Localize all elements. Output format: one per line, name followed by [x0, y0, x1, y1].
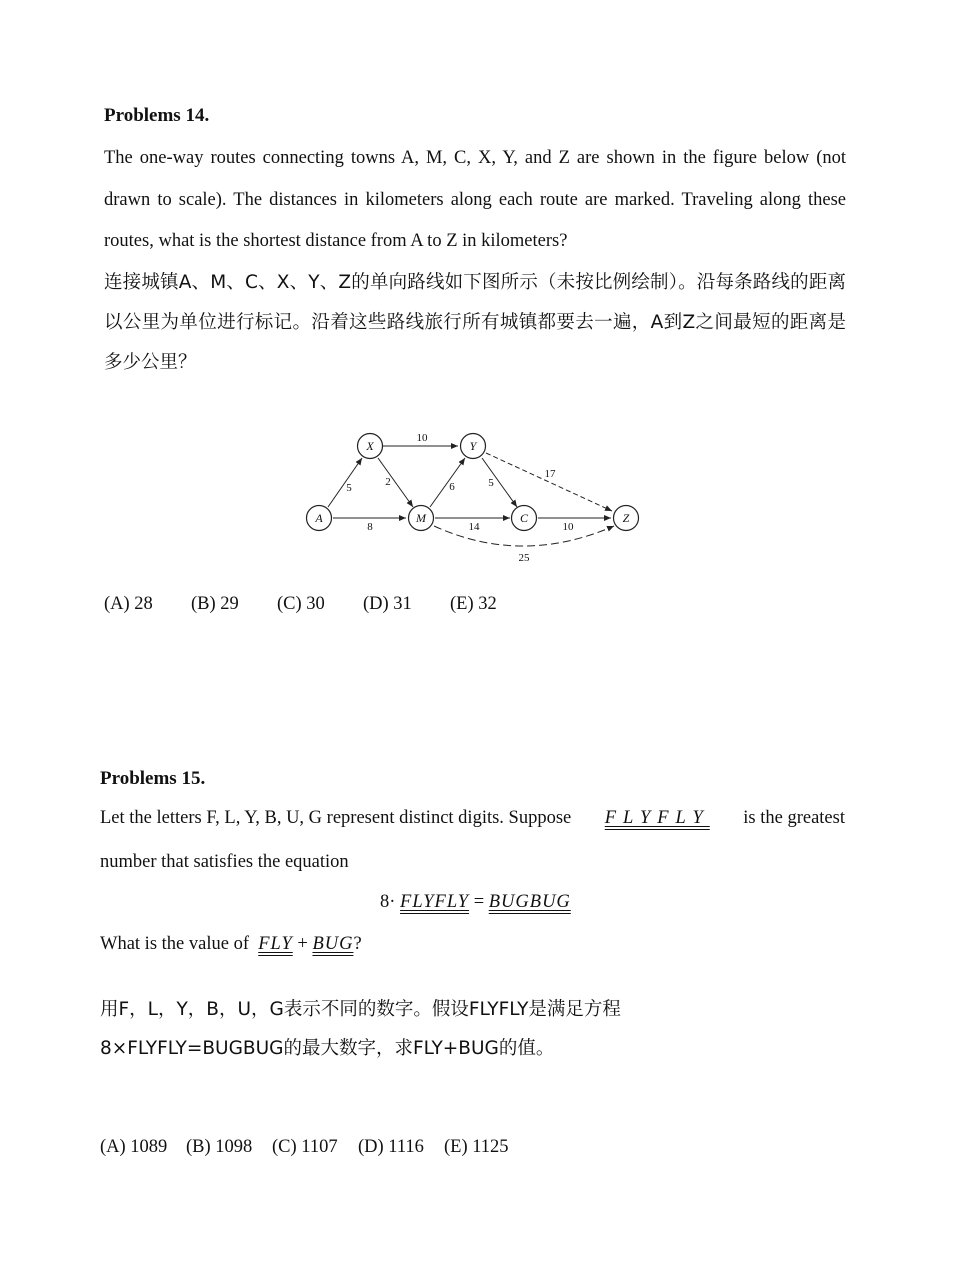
node-label-m: M: [416, 511, 426, 525]
question-mark: ?: [353, 934, 362, 954]
edge-label-c-z: 10: [562, 521, 574, 533]
edge-x-m: [378, 458, 413, 507]
problem-15-question: [100, 934, 362, 955]
edge-label-m-y: 6: [449, 481, 455, 493]
edge-label-a-x: 5: [346, 482, 352, 494]
problem-15-text-cn-2: 8×FLYFLY=BUGBUG的最大数字，求FLY+BUG的值。: [100, 1038, 555, 1059]
edge-label-x-m: 2: [385, 476, 391, 488]
node-label-y: Y: [469, 439, 477, 453]
edge-label-m-c: 14: [468, 521, 480, 533]
choice-c[interactable]: (C) 1107: [272, 1137, 338, 1157]
choice-e[interactable]: (E) 1125: [444, 1137, 509, 1157]
problem-14-text-cn: 连接城镇A、M、C、X、Y、Z的单向路线如下图所示（未按比例绘制）。沿每条路线的距离以公里为单位进行标记。沿着这些路线旅行所有城镇都要去一遍，A到Z之间最短的距离是多少公里？: [104, 272, 846, 373]
choice-b[interactable]: (B) 29: [191, 594, 239, 614]
edge-label-a-m: 8: [367, 521, 373, 533]
problem-14-text-en: The one-way routes connecting towns A, M, C, X, Y, and Z are shown in the figure below (not drawn to scale). The distances in kilometers along each route are marked. Traveling along these routes, what is the shortest distance from A to Z in kilometers?: [104, 148, 846, 251]
question-plus: +: [297, 934, 308, 954]
question-term-fly: FLY: [258, 934, 293, 954]
problem-15-text-cn-1: 用F，L，Y，B，U，G表示不同的数字。假设FLYFLY是满足方程: [100, 999, 621, 1020]
problem-15-choices: [100, 1137, 509, 1158]
problem-15-heading: Problems 15.: [100, 768, 206, 789]
edge-label-m-z: 25: [518, 552, 530, 564]
number-flyfly: FLYFLY: [604, 808, 710, 828]
choice-c[interactable]: (C) 30: [277, 594, 325, 614]
node-label-c: C: [519, 511, 529, 525]
problem-15-line1-pre: Let the letters F, L, Y, B, U, G represent distinct digits. Suppose: [100, 808, 572, 828]
route-graph: [0, 0, 975, 600]
equation-coefficient: 8·: [380, 892, 396, 912]
edge-a-x: [328, 458, 362, 507]
problem-14-choices: [104, 594, 497, 615]
node-label-a: A: [315, 511, 323, 525]
choice-b[interactable]: (B) 1098: [186, 1137, 253, 1157]
edge-label-y-c: 5: [488, 477, 494, 489]
equation-sign: =: [473, 892, 485, 912]
choice-d[interactable]: (D) 31: [363, 594, 412, 614]
choice-a[interactable]: (A) 28: [104, 594, 153, 614]
question-pre: What is the value of: [100, 934, 249, 954]
equation-lhs: FLYFLY: [400, 892, 470, 912]
node-label-x: X: [366, 439, 374, 453]
question-term-bug: BUG: [312, 934, 354, 954]
problem-15-line2: number that satisfies the equation: [100, 852, 349, 872]
edge-label-x-y: 10: [416, 432, 428, 444]
edge-m-y: [430, 458, 465, 507]
problem-15-line1-post: is the greatest: [743, 808, 845, 828]
equation: [380, 892, 571, 913]
edge-label-y-z: 17: [544, 468, 556, 480]
choice-e[interactable]: (E) 32: [450, 594, 497, 614]
choice-d[interactable]: (D) 1116: [358, 1137, 424, 1157]
problem-15-line1: [100, 808, 845, 829]
problem-14-heading: Problems 14.: [104, 105, 210, 126]
node-label-z: Z: [622, 511, 630, 525]
edge-y-z: [486, 453, 612, 511]
choice-a[interactable]: (A) 1089: [100, 1137, 168, 1157]
equation-rhs: BUGBUG: [488, 892, 571, 912]
